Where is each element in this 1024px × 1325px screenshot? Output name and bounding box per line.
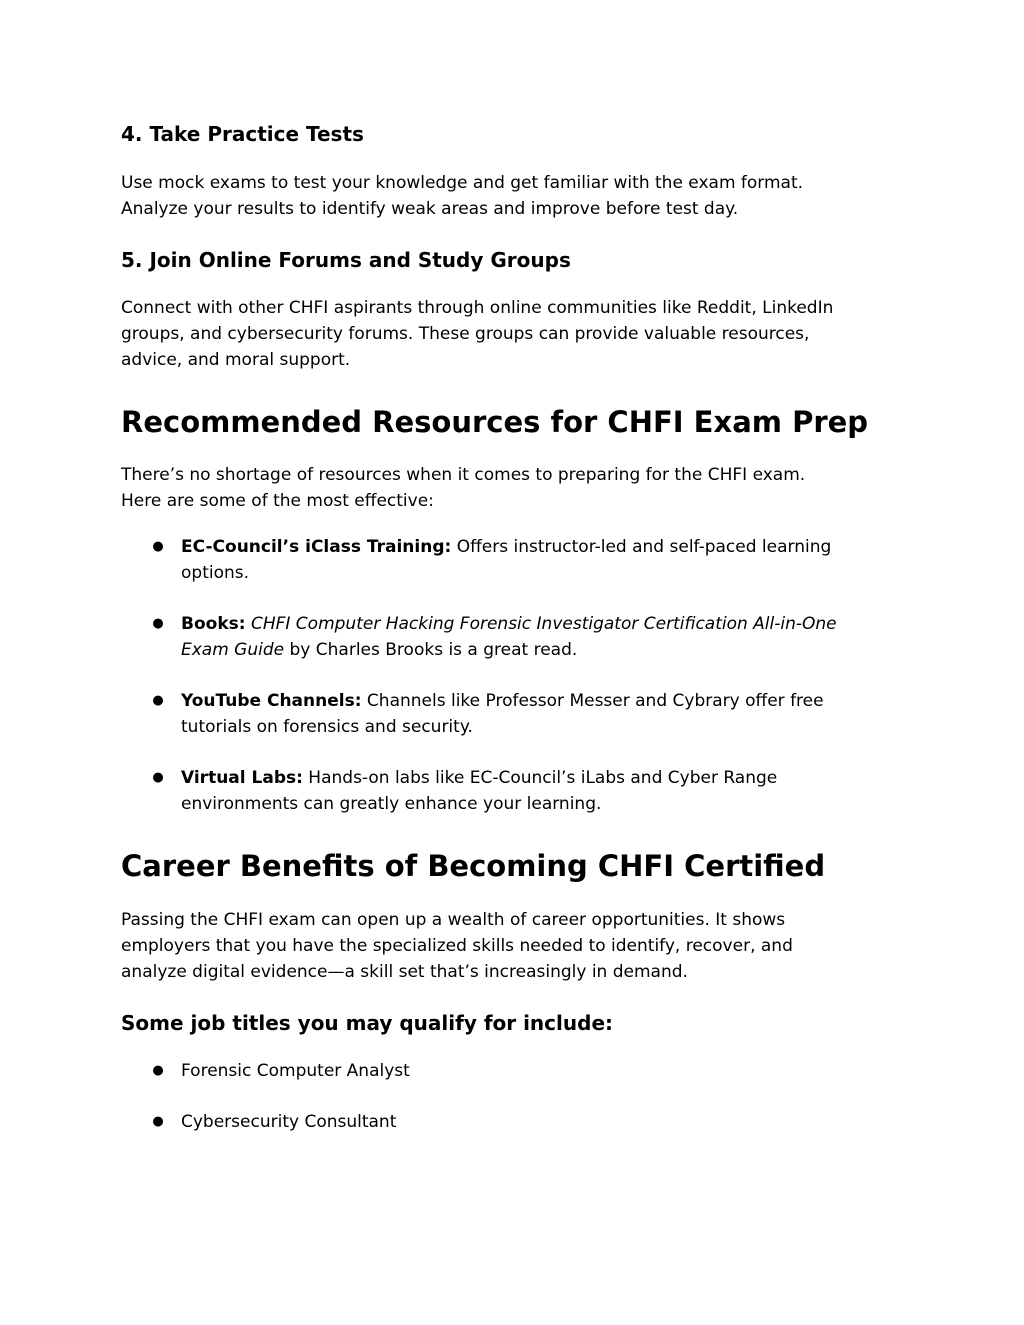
text-line: There’s no shortage of resources when it comes to preparing for the CHFI exam.	[121, 465, 806, 485]
bullet-icon: ●	[152, 693, 164, 708]
text-line: groups, and cybersecurity forums. These groups can provide valuable resources,	[121, 324, 810, 344]
bullet-icon: ●	[152, 539, 164, 554]
item-label: YouTube Channels:	[181, 691, 362, 711]
bullet-icon: ●	[152, 1114, 164, 1129]
text-line: Use mock exams to test your knowledge and get familiar with the exam format.	[121, 173, 804, 193]
item-text: environments can greatly enhance your learning.	[181, 794, 602, 814]
heading-join-forums: 5. Join Online Forums and Study Groups	[121, 248, 571, 272]
text-line: Passing the CHFI exam can open up a wealth of career opportunities. It shows	[121, 910, 786, 930]
paragraph-forums	[121, 295, 911, 373]
text-line: advice, and moral support.	[121, 350, 351, 370]
item-text: Channels like Professor Messer and Cybrary offer free	[361, 691, 824, 711]
book-title: CHFI Computer Hacking Forensic Investigator Certification All-in-One	[245, 614, 837, 634]
text-line: analyze digital evidence—a skill set that’s increasingly in demand.	[121, 962, 688, 982]
bullet-icon: ●	[152, 616, 164, 631]
item-text: options.	[181, 563, 250, 583]
text-line: Connect with other CHFI aspirants through online communities like Reddit, LinkedIn	[121, 298, 834, 318]
item-label: EC-Council’s iClass Training:	[181, 537, 452, 557]
text-line: Here are some of the most effective:	[121, 491, 434, 511]
text-line: Analyze your results to identify weak areas and improve before test day.	[121, 199, 739, 219]
job-title: Cybersecurity Consultant	[181, 1112, 397, 1132]
item-label: Virtual Labs:	[181, 768, 303, 788]
job-title: Forensic Computer Analyst	[181, 1061, 410, 1081]
heading-recommended-resources: Recommended Resources for CHFI Exam Prep	[121, 405, 869, 439]
item-text: by Charles Brooks is a great read.	[284, 640, 578, 660]
paragraph-career	[121, 907, 911, 985]
book-title: Exam Guide	[181, 640, 285, 660]
item-text: Offers instructor-led and self-paced learning	[451, 537, 832, 557]
item-label: Books:	[181, 614, 246, 634]
bullet-icon: ●	[152, 770, 164, 785]
paragraph-practice-tests	[121, 170, 911, 222]
item-text: tutorials on forensics and security.	[181, 717, 473, 737]
heading-career-benefits: Career Benefits of Becoming CHFI Certified	[121, 849, 826, 883]
bullet-icon: ●	[152, 1063, 164, 1078]
paragraph-resources-intro	[121, 462, 911, 514]
text-line: employers that you have the specialized skills needed to identify, recover, and	[121, 936, 793, 956]
item-text: Hands-on labs like EC-Council’s iLabs and Cyber Range	[302, 768, 778, 788]
heading-take-practice-tests: 4. Take Practice Tests	[121, 122, 364, 146]
heading-job-titles: Some job titles you may qualify for include:	[121, 1011, 614, 1035]
